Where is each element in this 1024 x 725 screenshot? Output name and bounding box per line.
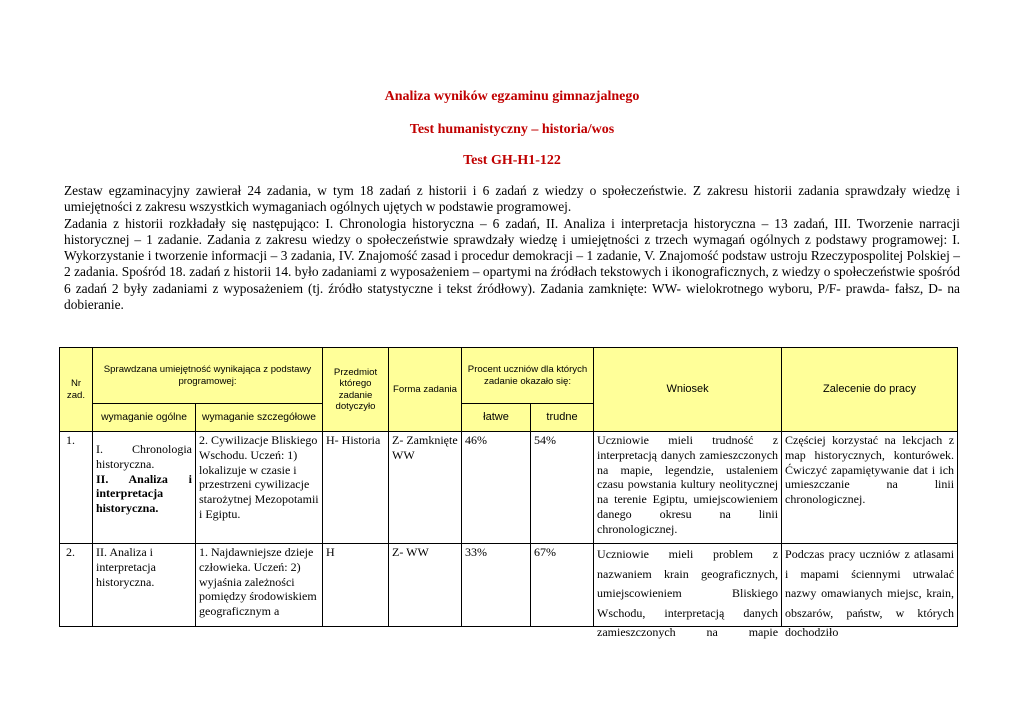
row-2-nr: 2.	[60, 544, 93, 627]
header-procent: Procent uczniów dla których zadanie okazało się:	[462, 348, 594, 404]
header-trudne: trudne	[531, 404, 594, 432]
row-2-wniosek: Uczniowie mieli problem z nazwaniem krain geograficznych, umiejscowieniem Bliskiego Wschodu, interpretacją danych zamieszczonych na mapie	[597, 547, 779, 639]
row-1-zalecenie: Częściej korzystać na lekcjach z map historycznych, konturówek. Ćwiczyć zapamiętywanie dat i ich umieszczanie na linii chronologicznej.	[782, 432, 958, 544]
header-wymaganie-szczegolowe: wymaganie szczegółowe	[196, 404, 323, 432]
row-2-trudne: 67%	[531, 544, 594, 627]
row-2-zalecenie: Podczas pracy uczniów z atlasami i mapami ściennymi utrwalać nazwy omawianych miejsc, krain, obszarów, państw, w których dochodziło	[785, 547, 955, 639]
intro-text	[64, 183, 960, 313]
row-2-ogolne-1: II. Analiza i interpretacja historyczna.	[93, 544, 196, 627]
header-wniosek: Wniosek	[594, 348, 782, 432]
row-2-latwe: 33%	[462, 544, 531, 627]
header-umiejetnosc: Sprawdzana umiejętność wynikająca z podstawy programowej:	[93, 348, 323, 404]
table-row	[60, 544, 958, 627]
header-latwe: łatwe	[462, 404, 531, 432]
row-2-forma: Z- WW	[389, 544, 462, 627]
row-2-zalecenie-cell	[782, 544, 958, 639]
row-1-przedmiot: H- Historia	[323, 432, 389, 544]
document-subtitle: Test humanistyczny – historia/wos	[409, 122, 615, 137]
row-2-szczegolowe-text: 1. Najdawniejsze dzieje człowieka. Uczeń: 2) wyjaśnia zależności pomiędzy środowiskiem geograficznym a	[199, 545, 317, 619]
row-1-wniosek: Uczniowie mieli trudność z interpretacją danych zamieszczonych na mapie, legendzie, ustaleniem czasu powstania kultury neolitycznej na terenie Egiptu, umiejscowieniem danego okresu na linii chronologicznej.	[594, 432, 782, 544]
header-nr: Nr zad.	[60, 348, 93, 432]
header-wymaganie-ogolne: wymaganie ogólne	[93, 404, 196, 432]
row-1-ogolne-1: I. Chronologia historyczna.	[96, 442, 192, 471]
row-1-latwe: 46%	[462, 432, 531, 544]
header-forma: Forma zadania	[389, 348, 462, 432]
row-1-wymaganie-szczegolowe: 2. Cywilizacje Bliskiego Wschodu. Uczeń: 1) lokalizuje w czasie i przestrzeni cywilizacje starożytnej Mezopotamii i Egiptu.	[196, 432, 323, 544]
intro-paragraph-1: Zestaw egzaminacyjny zawierał 24 zadania, w tym 18 zadań z historii i 6 zadań z wiedzy o społeczeństwie. Z zakresu historii zadania sprawdzały wiedzę i umiejętności z zakresu wszystkich wymaganiach ogólnych ujętych w podstawie programowej.	[64, 183, 960, 215]
row-1-ogolne-2: II. Analiza i interpretacja historyczna.	[96, 471, 192, 516]
test-code: Test GH-H1-122	[463, 153, 561, 168]
table-row	[60, 432, 958, 544]
row-2-wymaganie-szczegolowe	[196, 544, 323, 627]
document-title: Analiza wyników egzaminu gimnazjalnego	[384, 89, 640, 104]
results-table	[59, 347, 958, 639]
row-1-forma: Z- Zamknięte WW	[389, 432, 462, 544]
intro-paragraph-2: Zadania z historii rozkładały się następująco: I. Chronologia historyczna – 6 zadań, II. Analiza i interpretacja historyczna – 13 zadań, III. Tworzenie narracji historycznej – 1 zadanie. Zadania z zakresu wiedzy o społeczeństwie sprawdzały wiedzę i umiejętności z trzech wymagań ogólnych z podstawy programowej: I. Wykorzystanie i tworzenie informacji – 3 zadania, IV. Znajomość zasad i procedur demokracji – 1 zadanie, V. Znajomość podstaw ustroju Rzeczypospolitej Polskiej – 2 zadania. Spośród 18. zadań z historii 14. było zadaniami z wyposażeniem – opartymi na źródłach tekstowych i ikonograficznych, z wiedzy o społeczeństwie spośród 6 zadań 2 były zadaniami z wyposażeniem (tj. źródło statystyczne i tekst źródłowy). Zadania zamknięte: WW- wielokrotnego wyboru, P/F- prawda- fałsz, D- na dobieranie.	[64, 215, 960, 313]
table-header-row	[60, 348, 958, 404]
header-przedmiot: Przedmiot którego zadanie dotyczyło	[323, 348, 389, 432]
row-1-nr: 1.	[60, 432, 93, 544]
header-zalecenie: Zalecenie do pracy	[782, 348, 958, 432]
row-2-przedmiot: H	[323, 544, 389, 627]
row-1-wymaganie-ogolne	[93, 432, 196, 544]
row-2-wniosek-cell	[594, 544, 782, 639]
row-1-trudne: 54%	[531, 432, 594, 544]
